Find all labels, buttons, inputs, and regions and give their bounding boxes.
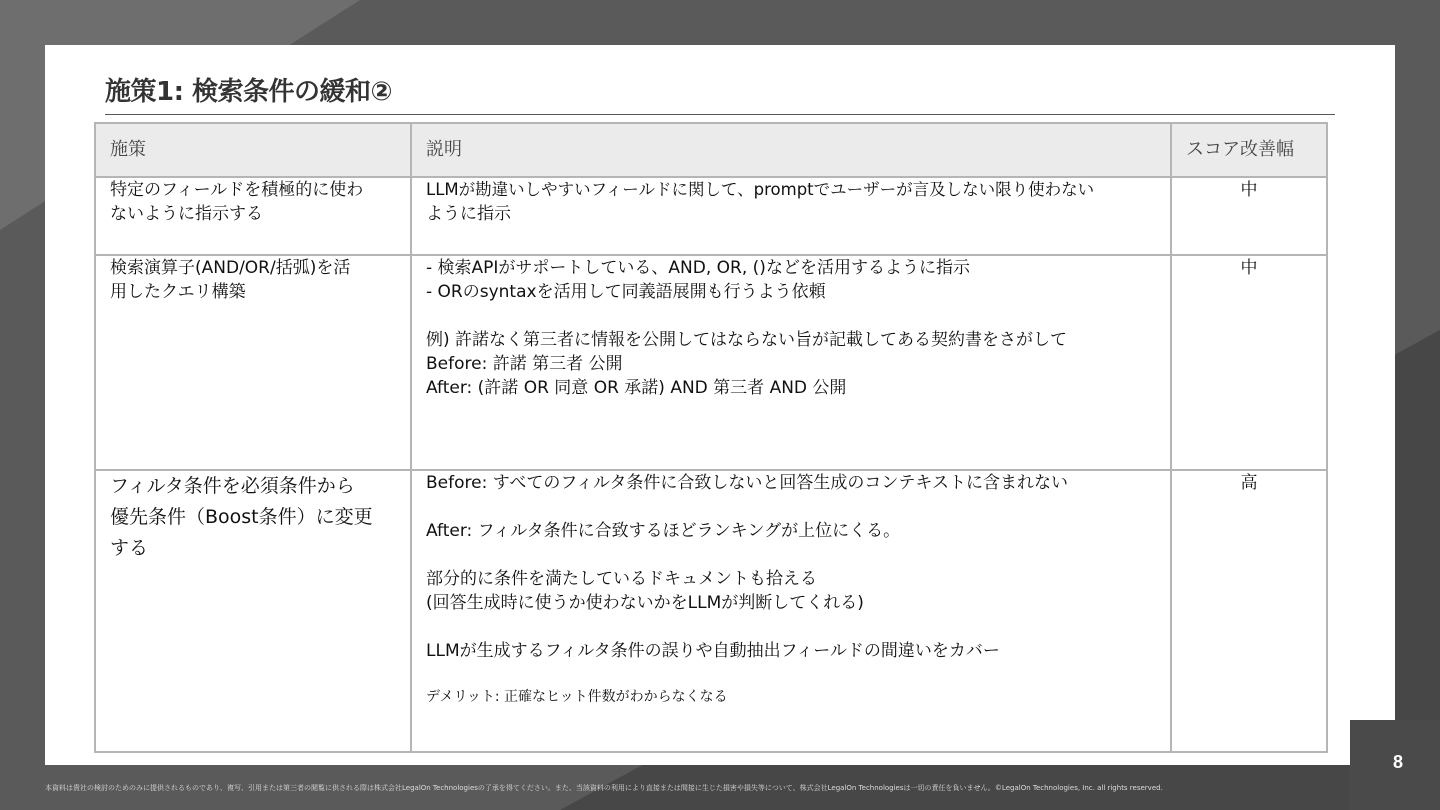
title-underline bbox=[105, 114, 1335, 115]
demerit-text: デメリット: 正確なヒット件数がわからなくなる bbox=[426, 689, 728, 705]
table-header-row bbox=[95, 123, 1327, 177]
score-cell bbox=[1171, 255, 1327, 470]
description-text: LLMが勘違いしやすいフィールドに関して、promptでユーザーが言及しない限り使わない bbox=[426, 180, 1095, 199]
measure-text: 優先条件（Boost条件）に変更 bbox=[110, 506, 373, 528]
description-text: 部分的に条件を満たしているドキュメントも拾える bbox=[426, 569, 817, 589]
header-measure: 施策 bbox=[95, 123, 411, 177]
measure-text: 特定のフィールドを積極的に使わ bbox=[110, 180, 364, 200]
description-text: (回答生成時に使うか使わないかをLLMが判断してくれる) bbox=[426, 593, 864, 613]
description-text: LLMが生成するフィルタ条件の誤りや自動抽出フィールドの間違いをカバー bbox=[426, 641, 1000, 661]
measure-cell bbox=[95, 470, 411, 752]
measure-cell bbox=[95, 255, 411, 470]
score-value: 中 bbox=[1240, 180, 1258, 200]
spacer bbox=[426, 663, 1156, 685]
score-cell bbox=[1171, 470, 1327, 752]
slide-card bbox=[45, 45, 1395, 765]
measure-text: ないように指示する bbox=[110, 204, 263, 224]
measure-text: する bbox=[110, 537, 149, 559]
description-text: - 検索APIがサポートしている、AND, OR, ()などを活用するように指示 bbox=[426, 258, 970, 278]
measures-table bbox=[94, 122, 1328, 753]
measure-cell bbox=[95, 177, 411, 255]
description-text: After: フィルタ条件に合致するほどランキングが上位にくる。 bbox=[426, 521, 901, 541]
spacer bbox=[426, 495, 1156, 519]
header-description: 説明 bbox=[411, 123, 1171, 177]
measure-text: フィルタ条件を必須条件から bbox=[110, 475, 355, 497]
slide-title: 施策1: 検索条件の緩和② bbox=[105, 77, 393, 107]
table-row bbox=[95, 255, 1327, 470]
spacer bbox=[426, 615, 1156, 639]
spacer bbox=[426, 543, 1156, 567]
table-row bbox=[95, 177, 1327, 255]
description-text: - ORのsyntaxを活用して同義語展開も行うよう依頼 bbox=[426, 282, 826, 302]
score-value: 中 bbox=[1240, 258, 1258, 278]
page-number: 8 bbox=[1392, 752, 1403, 772]
score-value: 高 bbox=[1240, 473, 1258, 493]
description-cell bbox=[411, 177, 1171, 255]
description-text: After: (許諾 OR 同意 OR 承諾) AND 第三者 AND 公開 bbox=[426, 378, 847, 398]
description-text: Before: 許諾 第三者 公開 bbox=[426, 354, 623, 374]
description-text: Before: すべてのフィルタ条件に合致しないと回答生成のコンテキストに含まれない bbox=[426, 473, 1068, 493]
score-cell bbox=[1171, 177, 1327, 255]
description-text: ように指示 bbox=[426, 204, 511, 224]
spacer bbox=[426, 304, 1156, 328]
description-cell bbox=[411, 255, 1171, 470]
description-cell bbox=[411, 470, 1171, 752]
header-score: スコア改善幅 bbox=[1171, 123, 1327, 177]
measure-text: 用したクエリ構築 bbox=[110, 282, 246, 302]
description-text: 例) 許諾なく第三者に情報を公開してはならない旨が記載してある契約書をさがして bbox=[426, 330, 1068, 350]
measure-text: 検索演算子(AND/OR/括弧)を活 bbox=[110, 258, 351, 278]
footer-disclaimer: 本資料は貴社の検討のためのみに提供されるものであり、複写、引用または第三者の閲覧に供される際は株式会社LegalOn Technologiesの了承を得てください。また、当該資料の利用により直接または間接に生じた損害や損失等について、株式会社LegalOn Technologiesは一切の責任を負いません。©LegalOn Technologies, Inc. all rights reserved. bbox=[45, 784, 1163, 792]
table-row bbox=[95, 470, 1327, 752]
